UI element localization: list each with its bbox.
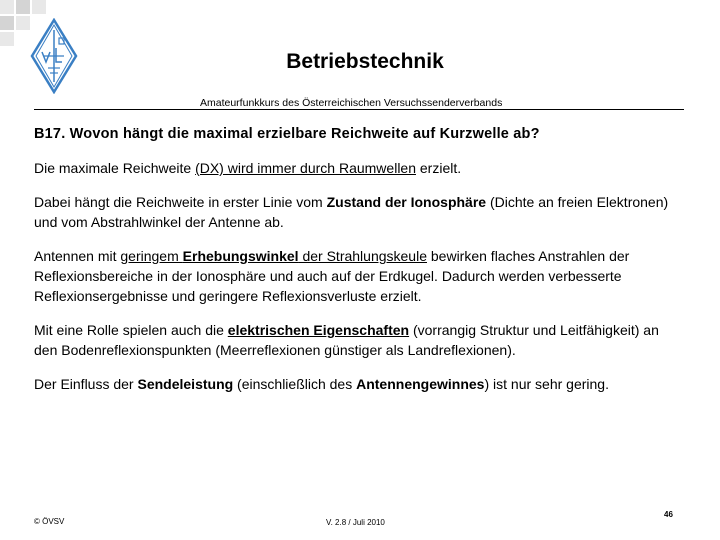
underlined-text: (DX) wird immer durch Raumwellen xyxy=(195,160,416,176)
text-span: bewirken flaches Anstrahlen der Reflexionsbereiche in der Ionosphäre und auch auf der Erdkugel. Dadurch werden verbesserte Reflexionsergebnisse und geringere Reflexionsverluste erzielt. xyxy=(34,248,630,304)
bold-text: Zustand der Ionosphäre xyxy=(326,194,487,210)
bold-underlined-text: elektrischen Eigenschaften xyxy=(227,322,410,338)
bold-text: Sendeleistung xyxy=(137,376,234,392)
underlined-text: geringem xyxy=(120,248,183,264)
text-span: (vorrangig Struktur und Leitfähigkeit) an den Bodenreflexionspunkten (Meerreflexionen günstiger als Landreflexionen). xyxy=(34,322,659,358)
text-span: Antennen mit xyxy=(34,248,121,264)
paragraph-2 xyxy=(34,192,686,232)
header-divider xyxy=(34,109,684,110)
slide-content xyxy=(34,124,686,408)
bold-text: Antennengewinnes xyxy=(356,376,485,392)
footer-copyright: © ÖVSV xyxy=(34,517,65,526)
underlined-text: der Strahlungskeule xyxy=(298,248,427,264)
page-title: Betriebstechnik xyxy=(286,50,444,73)
paragraph-5 xyxy=(34,374,686,394)
bold-underlined-text: Erhebungswinkel xyxy=(182,248,299,264)
text-span: (Dichte an freien Elektronen) und vom Abstrahlwinkel der Antenne ab. xyxy=(34,194,669,230)
text-span: erzielt. xyxy=(416,160,462,176)
question-heading: B17. Wovon hängt die maximal erzielbare Reichweite auf Kurzwelle ab? xyxy=(34,126,540,142)
text-span: ) ist nur sehr gering. xyxy=(484,376,609,392)
page-number: 46 xyxy=(664,510,673,519)
paragraph-3 xyxy=(34,246,686,306)
paragraph-1 xyxy=(34,158,686,178)
text-span: Dabei hängt die Reichweite in erster Linie vom xyxy=(34,194,327,210)
text-span: Der Einfluss der xyxy=(34,376,138,392)
text-span: Die maximale Reichweite xyxy=(34,160,196,176)
paragraph-4 xyxy=(34,320,686,360)
footer-version: V. 2.8 / Juli 2010 xyxy=(326,518,385,527)
text-span: (einschließlich des xyxy=(233,376,357,392)
page-subtitle: Amateurfunkkurs des Österreichischen Versuchssenderverbands xyxy=(200,97,503,109)
text-span: Mit eine Rolle spielen auch die xyxy=(34,322,228,338)
